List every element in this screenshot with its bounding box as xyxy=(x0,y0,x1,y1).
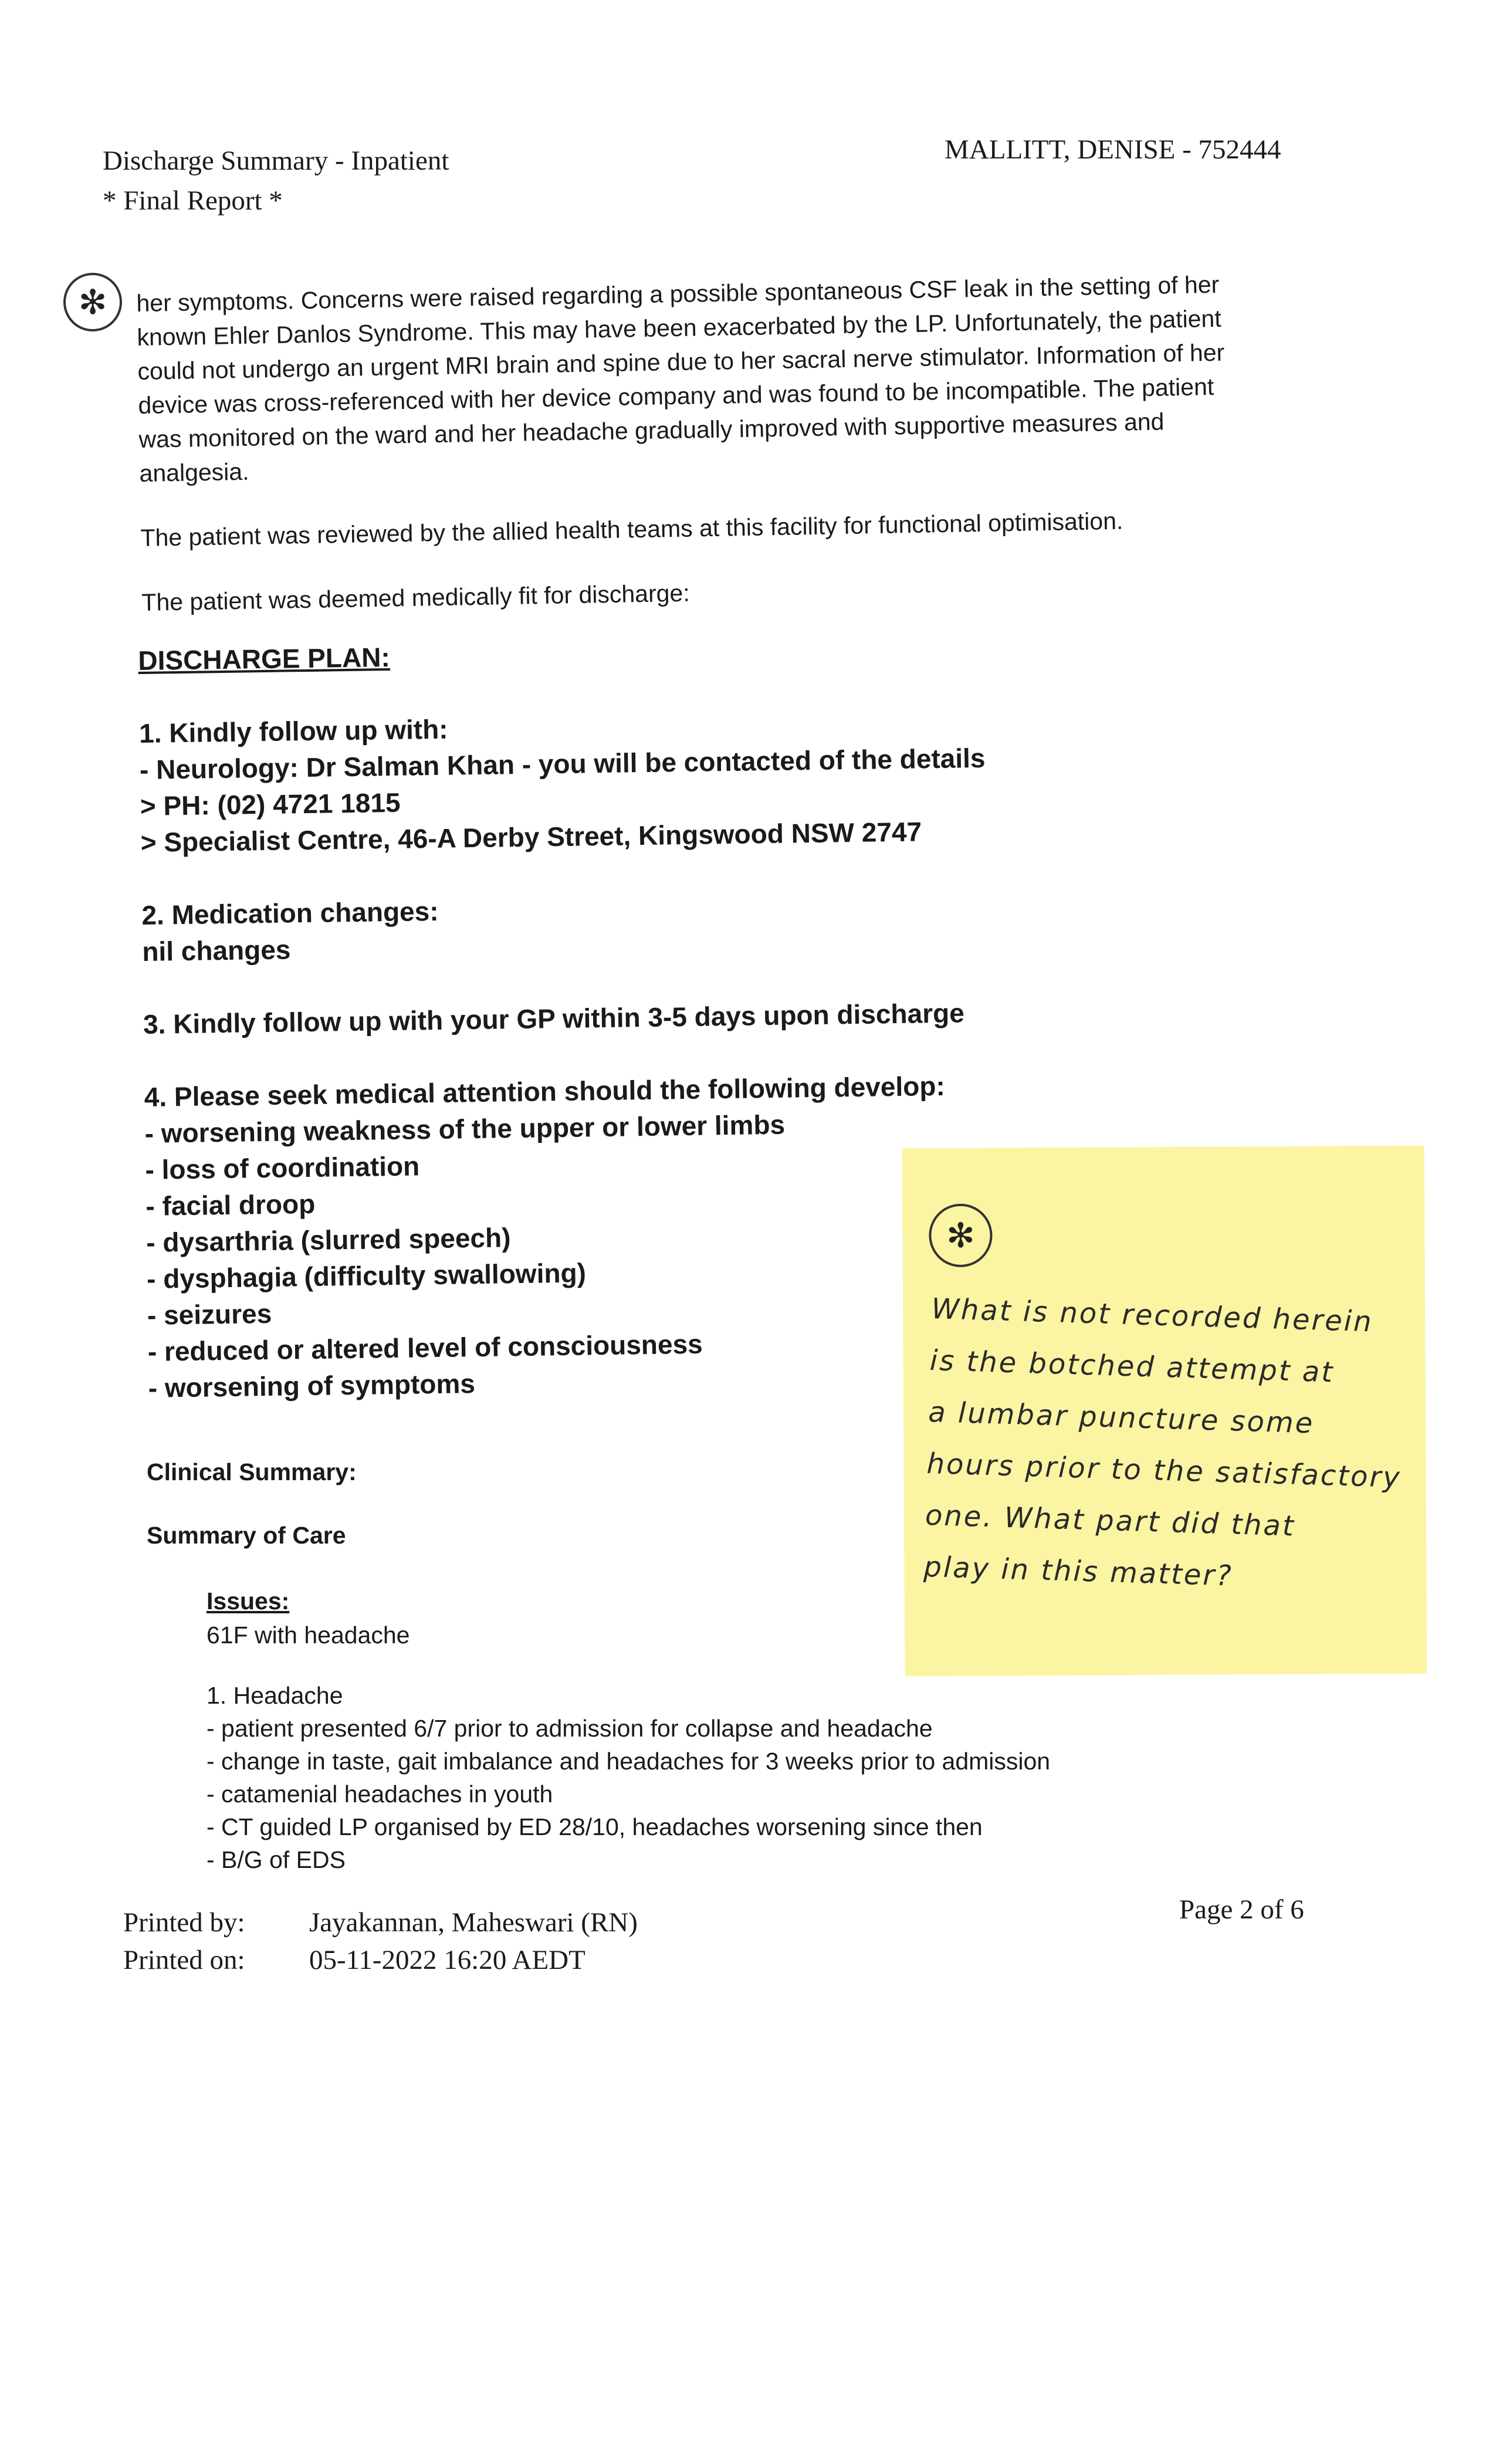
note-line: is the botched attempt at xyxy=(929,1344,1335,1389)
followup-line: > PH: (02) 4721 1815 xyxy=(140,787,401,821)
asterisk-annotation-icon: ✻ xyxy=(63,273,122,331)
headache-item: - change in taste, gait imbalance and headaches for 3 weeks prior to admission xyxy=(207,1748,1051,1775)
narrative-line: analgesia. xyxy=(139,458,249,487)
clinical-summary-heading: Clinical Summary: xyxy=(147,1458,357,1485)
attention-item: - loss of coordination xyxy=(145,1150,420,1185)
followup-line: - Neurology: Dr Salman Khan - you will be contacted of the details xyxy=(139,742,986,785)
headache-block xyxy=(207,1679,1050,1876)
gp-followup-line: 3. Kindly follow up with your GP within 3-5 days upon discharge xyxy=(143,997,965,1040)
page-number: Page 2 of 6 xyxy=(1179,1894,1304,1925)
medically-fit-line: The patient was deemed medically fit for discharge: xyxy=(141,579,691,616)
medication-heading: 2. Medication changes: xyxy=(141,895,439,930)
attention-item: - dysarthria (slurred speech) xyxy=(145,1222,511,1258)
note-line: a lumbar puncture some xyxy=(928,1395,1315,1440)
narrative-line: known Ehler Danlos Syndrome. This may have been exacerbated by the LP. Unfortunately, the patient xyxy=(137,304,1222,351)
headache-item: - catamenial headaches in youth xyxy=(207,1781,553,1808)
issues-block xyxy=(207,1584,409,1652)
printed-on-label: Printed on: xyxy=(123,1945,245,1975)
report-title: Discharge Summary - Inpatient xyxy=(103,145,449,176)
narrative-line: could not undergo an urgent MRI brain and spine due to her sacral nerve stimulator. Information of her xyxy=(137,339,1225,385)
allied-health-line: The patient was reviewed by the allied health teams at this facility for functional optimisation. xyxy=(140,507,1123,551)
printed-by-label: Printed by: xyxy=(123,1907,245,1938)
headache-item: - patient presented 6/7 prior to admission for collapse and headache xyxy=(207,1715,933,1742)
printed-by-value: Jayakannan, Maheswari (RN) xyxy=(309,1907,638,1938)
attention-item: - worsening of symptoms xyxy=(148,1368,476,1403)
narrative-text xyxy=(136,265,1362,620)
followup-heading: 1. Kindly follow up with: xyxy=(138,713,448,749)
attention-item: - worsening weakness of the upper or lower limbs xyxy=(144,1109,786,1149)
note-line: play in this matter? xyxy=(923,1550,1234,1593)
report-header xyxy=(103,141,449,221)
report-status: * Final Report * xyxy=(103,185,283,216)
narrative-line: her symptoms. Concerns were raised regarding a possible spontaneous CSF leak in the setting of her xyxy=(136,270,1220,317)
headache-item: - B/G of EDS xyxy=(207,1846,346,1873)
summary-of-care-heading: Summary of Care xyxy=(147,1522,346,1549)
issues-heading: Issues: xyxy=(207,1588,290,1615)
note-line: What is not recorded herein xyxy=(930,1292,1374,1339)
attention-item: - reduced or altered level of consciousness xyxy=(147,1328,703,1367)
patient-identifier: MALLITT, DENISE - 752444 xyxy=(945,134,1281,165)
note-line: hours prior to the satisfactory xyxy=(926,1447,1402,1494)
medication-value: nil changes xyxy=(141,934,291,967)
attention-item: - seizures xyxy=(147,1298,272,1331)
sticky-note xyxy=(902,1146,1427,1677)
attention-item: - facial droop xyxy=(145,1188,316,1221)
asterisk-annotation-icon: ✻ xyxy=(929,1204,993,1268)
followup-line: > Specialist Centre, 46-A Derby Street, Kingswood NSW 2747 xyxy=(140,816,922,858)
printed-on-value: 05-11-2022 16:20 AEDT xyxy=(309,1945,585,1975)
attention-item: - dysphagia (difficulty swallowing) xyxy=(146,1257,587,1294)
note-line: one. What part did that xyxy=(925,1498,1296,1543)
headache-item: - CT guided LP organised by ED 28/10, headaches worsening since then xyxy=(207,1813,983,1840)
handwritten-note xyxy=(923,1283,1413,1607)
headache-heading: 1. Headache xyxy=(207,1682,343,1709)
attention-heading: 4. Please seek medical attention should the following develop: xyxy=(144,1070,946,1112)
narrative-line: device was cross-referenced with her device company and was found to be incompatible. The patient xyxy=(138,373,1214,419)
discharge-plan-heading: DISCHARGE PLAN: xyxy=(138,642,391,676)
print-footer xyxy=(123,1904,638,1979)
issues-value: 61F with headache xyxy=(207,1622,410,1649)
narrative-line: was monitored on the ward and her headache gradually improved with supportive measures and xyxy=(138,408,1165,453)
